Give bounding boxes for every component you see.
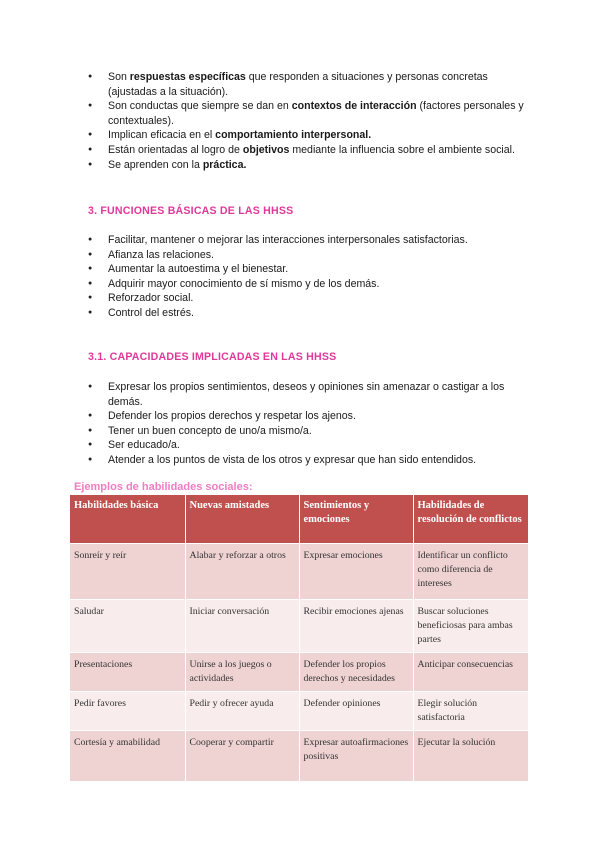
social-skills-table <box>70 495 528 781</box>
table-row <box>70 692 528 731</box>
column-header: Nuevas amistades <box>185 495 299 544</box>
list-item: ● Son conductas que siempre se dan en contextos de interacción (factores personales y contextuales). <box>88 99 528 128</box>
section-3-1-heading: 3.1. CAPACIDADES IMPLICADAS EN LAS HHSS <box>88 351 337 363</box>
table-row <box>70 544 528 600</box>
table-cell: Defender los propios derechos y necesidades <box>299 653 413 692</box>
table-cell: Defender opiniones <box>299 692 413 731</box>
table-cell: Recibir emociones ajenas <box>299 600 413 653</box>
functions-list <box>88 233 528 321</box>
section-3-heading: 3. FUNCIONES BÁSICAS DE LAS HHSS <box>88 205 294 217</box>
examples-title: Ejemplos de habilidades sociales: <box>74 481 253 493</box>
list-item: ● Facilitar, mantener o mejorar las interacciones interpersonales satisfactorias. <box>88 233 528 248</box>
column-header: Sentimientos y emociones <box>299 495 413 544</box>
list-item: ● Atender a los puntos de vista de los otros y expresar que han sido entendidos. <box>88 453 528 468</box>
list-item: ● Son respuestas específicas que responden a situaciones y personas concretas (ajustadas a la situación). <box>88 70 528 99</box>
list-item: ● Tener un buen concepto de uno/a mismo/a. <box>88 424 528 439</box>
list-item: ● Ser educado/a. <box>88 438 528 453</box>
list-item: ● Control del estrés. <box>88 306 528 321</box>
list-item: ● Están orientadas al logro de objetivos mediante la influencia sobre el ambiente social. <box>88 143 528 158</box>
table-cell: Pedir favores <box>70 692 185 731</box>
table-cell: Iniciar conversación <box>185 600 299 653</box>
list-item: ● Aumentar la autoestima y el bienestar. <box>88 262 528 277</box>
column-header: Habilidades básica <box>70 495 185 544</box>
list-item: ● Se aprenden con la práctica. <box>88 158 528 173</box>
table-cell: Sonreír y reír <box>70 544 185 600</box>
table-cell: Expresar autoafirmaciones positivas <box>299 731 413 781</box>
list-item: ● Reforzador social. <box>88 291 528 306</box>
table-cell: Presentaciones <box>70 653 185 692</box>
table-cell: Elegir solución satisfactoria <box>413 692 528 731</box>
table-cell: Pedir y ofrecer ayuda <box>185 692 299 731</box>
table-cell: Identificar un conflicto como diferencia de intereses <box>413 544 528 600</box>
capacities-list <box>88 380 528 468</box>
table-cell: Cortesía y amabilidad <box>70 731 185 781</box>
table-cell: Unirse a los juegos o actividades <box>185 653 299 692</box>
characteristics-list <box>88 70 528 172</box>
table-cell: Cooperar y compartir <box>185 731 299 781</box>
list-item: ● Implican eficacia en el comportamiento interpersonal. <box>88 128 528 143</box>
table-cell: Expresar emociones <box>299 544 413 600</box>
table-cell: Saludar <box>70 600 185 653</box>
table-header-row <box>70 495 528 544</box>
table-row <box>70 600 528 653</box>
list-item: ● Afianza las relaciones. <box>88 248 528 263</box>
list-item: ● Expresar los propios sentimientos, deseos y opiniones sin amenazar o castigar a los demás. <box>88 380 528 409</box>
table-row <box>70 653 528 692</box>
table-cell: Ejecutar la solución <box>413 731 528 781</box>
table-cell: Anticipar consecuencias <box>413 653 528 692</box>
list-item: ● Adquirir mayor conocimiento de sí mismo y de los demás. <box>88 277 528 292</box>
table-cell: Buscar soluciones beneficiosas para ambas partes <box>413 600 528 653</box>
column-header: Habilidades de resolución de conflictos <box>413 495 528 544</box>
table-cell: Alabar y reforzar a otros <box>185 544 299 600</box>
list-item: ● Defender los propios derechos y respetar los ajenos. <box>88 409 528 424</box>
table-row <box>70 731 528 781</box>
